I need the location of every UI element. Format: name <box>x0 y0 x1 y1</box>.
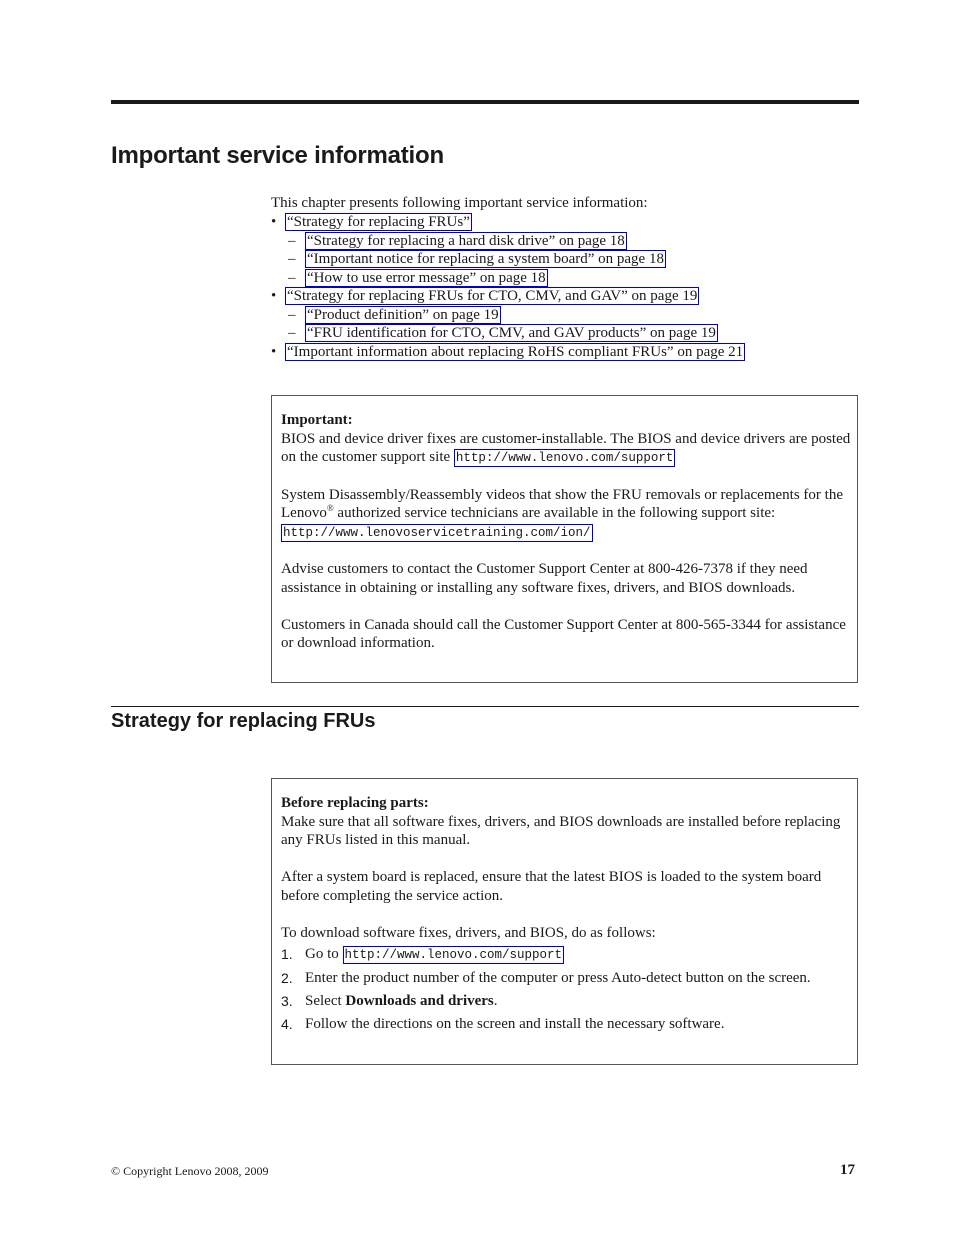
toc-link[interactable]: “Strategy for replacing a hard disk drive” on page 18 <box>307 232 625 249</box>
step-text: Follow the directions on the screen and install the necessary software. <box>305 1015 725 1032</box>
toc-item <box>271 213 861 232</box>
step-item <box>281 969 857 988</box>
dash-mark: – <box>288 306 296 323</box>
important-paragraph: Customers in Canada should call the Customer Support Center at 800-565-3344 for assistance or download information. <box>281 616 846 651</box>
step-number: 3. <box>281 992 293 1009</box>
important-paragraph <box>281 430 857 468</box>
copyright: © Copyright Lenovo 2008, 2009 <box>111 1164 269 1178</box>
toc-item <box>271 250 861 269</box>
before-paragraph: Make sure that all software fixes, drivers, and BIOS downloads are installed before replacing any FRUs listed in this manual. <box>281 813 841 848</box>
before-replacing-box <box>271 778 858 1065</box>
step-bold-text: Downloads and drivers <box>345 992 494 1009</box>
step-item <box>281 1015 857 1034</box>
dash-mark: – <box>288 269 296 286</box>
paragraph-text: System Disassembly/Reassembly videos that show the FRU removals or replacements for the Lenovo <box>281 486 843 521</box>
step-text: Select <box>305 992 346 1009</box>
step-number: 2. <box>281 969 293 986</box>
section-title: Strategy for replacing FRUs <box>111 710 376 732</box>
dash-mark: – <box>288 251 296 267</box>
dash-mark: – <box>288 232 296 249</box>
toc-item <box>271 306 861 325</box>
section-rule <box>111 706 859 707</box>
toc-link[interactable]: “Product definition” on page 19 <box>307 306 499 323</box>
step-item <box>281 945 857 964</box>
toc-item <box>271 287 861 306</box>
top-rule <box>111 100 859 104</box>
bullet-mark: • <box>271 214 277 230</box>
paragraph-text: BIOS and device driver fixes are customer-installable. The BIOS and device drivers are posted on the customer support site <box>281 430 851 465</box>
toc-link[interactable]: “Strategy for replacing FRUs for CTO, CMV, and GAV” on page 19 <box>287 288 698 304</box>
step-text: . <box>493 992 498 1009</box>
toc-link[interactable]: “FRU identification for CTO, CMV, and GAV products” on page 19 <box>307 325 716 341</box>
toc-item <box>271 232 861 251</box>
paragraph-text: authorized service technicians are available in the following support site: <box>333 505 776 521</box>
intro-text: This chapter presents following important service information: <box>271 195 648 211</box>
bullet-mark: • <box>271 343 277 360</box>
intro-section <box>271 194 861 361</box>
toc-item <box>271 343 861 362</box>
page-title: Important service information <box>111 142 444 169</box>
toc-list <box>271 213 861 361</box>
before-paragraph: To download software fixes, drivers, and BIOS, do as follows: <box>281 924 656 941</box>
steps-list <box>281 945 857 1033</box>
toc-link[interactable]: “How to use error message” on page 18 <box>307 269 546 286</box>
important-heading: Important: <box>281 412 353 428</box>
bullet-mark: • <box>271 288 277 304</box>
before-paragraph: After a system board is replaced, ensure that the latest BIOS is loaded to the system board before completing the service action. <box>281 869 822 904</box>
step-text: Go to <box>305 946 343 962</box>
important-paragraph: Advise customers to contact the Customer Support Center at 800-426-7378 if they need assistance in obtaining or installing any software fixes, drivers, and BIOS downloads. <box>281 561 808 596</box>
support-link[interactable]: http://www.lenovo.com/support <box>455 451 674 465</box>
toc-link[interactable]: “Important information about replacing RoHS compliant FRUs” on page 21 <box>287 343 744 360</box>
important-notice-box <box>271 395 858 683</box>
important-paragraph <box>281 486 857 542</box>
step-item <box>281 992 857 1011</box>
toc-link[interactable]: “Strategy for replacing FRUs” <box>287 214 470 230</box>
step-text: Enter the product number of the computer or press Auto-detect button on the screen. <box>305 969 811 986</box>
page-number: 17 <box>840 1162 855 1178</box>
dash-mark: – <box>288 325 296 341</box>
training-link[interactable]: http://www.lenovoservicetraining.com/ion/ <box>283 525 591 540</box>
before-heading: Before replacing parts: <box>281 795 429 811</box>
toc-item <box>271 324 861 343</box>
toc-item <box>271 269 861 288</box>
support-link[interactable]: http://www.lenovo.com/support <box>344 948 563 962</box>
registered-mark: ® <box>326 503 334 513</box>
step-number: 4. <box>281 1015 293 1032</box>
step-number: 1. <box>281 946 293 962</box>
toc-link[interactable]: “Important notice for replacing a system board” on page 18 <box>307 251 664 267</box>
